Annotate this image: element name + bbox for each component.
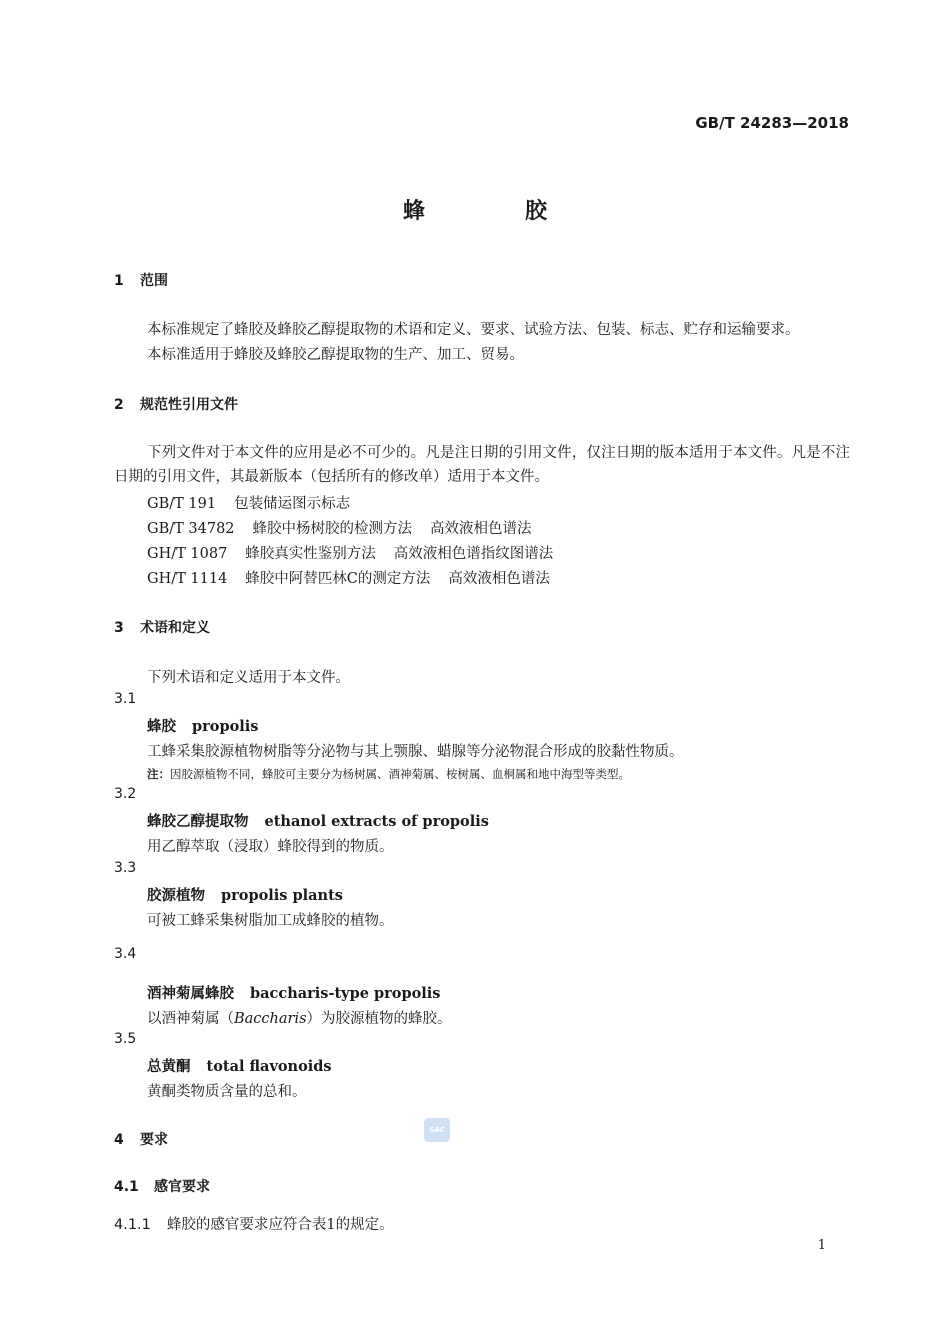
term-entry	[147, 884, 343, 905]
standard-code: GB/T 24283—2018	[695, 114, 849, 132]
reference-method: 高效液相色谱法	[430, 521, 532, 537]
term-cn: 酒神菊属蜂胶	[147, 986, 234, 1002]
reference-title: 蜂胶中阿替匹林C的测定方法	[245, 571, 431, 587]
paragraph: 本标准规定了蜂胶及蜂胶乙醇提取物的术语和定义、要求、试验方法、包装、标志、贮存和运输要求。	[147, 322, 800, 338]
paragraph: 下列术语和定义适用于本文件。	[147, 670, 350, 686]
term-note	[147, 766, 630, 782]
clause-number: 4.1.1	[114, 1217, 151, 1233]
reference-code: GB/T 34782	[147, 521, 235, 537]
clause	[114, 1213, 394, 1234]
section-title: 要求	[140, 1132, 168, 1148]
term-definition: 黄酮类物质含量的总和。	[147, 1084, 307, 1100]
definition-text: ）为胶源植物的蜂胶。	[306, 1011, 452, 1027]
term-number: 3.1	[114, 691, 137, 707]
clause-text: 蜂胶的感官要求应符合表1的规定。	[166, 1217, 394, 1233]
reference-item	[147, 542, 553, 563]
note-text: 因胶源植物不同，蜂胶可主要分为杨树属、酒神菊属、桉树属、血桐属和地中海型等类型。	[170, 767, 630, 781]
reference-title: 包装储运图示标志	[234, 496, 351, 512]
paragraph: 本标准适用于蜂胶及蜂胶乙醇提取物的生产、加工、贸易。	[147, 347, 524, 363]
term-en: total flavonoids	[206, 1058, 332, 1075]
definition-text: 以酒神菊属（	[147, 1011, 234, 1027]
subsection-heading	[114, 1176, 210, 1196]
section-3-heading	[114, 617, 210, 637]
term-en: propolis	[192, 718, 259, 735]
note-label: 注：	[147, 767, 170, 781]
reference-method: 高效液相色谱法	[448, 571, 550, 587]
reference-item	[147, 567, 550, 588]
term-entry	[147, 1055, 332, 1076]
reference-code: GH/T 1114	[147, 571, 228, 587]
title-char-2: 胶	[525, 199, 548, 224]
term-en: propolis plants	[221, 887, 343, 904]
reference-title: 蜂胶真实性鉴别方法	[245, 546, 376, 562]
term-definition: 工蜂采集胶源植物树脂等分泌物与其上颚腺、蜡腺等分泌物混合形成的胶黏性物质。	[147, 744, 684, 760]
term-definition	[147, 1007, 452, 1028]
term-number: 3.2	[114, 786, 137, 802]
title-char-1: 蜂	[402, 199, 425, 224]
document-title	[0, 194, 950, 225]
section-title: 规范性引用文件	[140, 397, 238, 413]
term-definition: 用乙醇萃取（浸取）蜂胶得到的物质。	[147, 839, 394, 855]
section-title: 术语和定义	[140, 620, 210, 636]
latin-genus: Baccharis	[234, 1011, 307, 1027]
section-1-heading	[114, 270, 168, 290]
term-cn: 胶源植物	[147, 888, 205, 904]
term-cn: 蜂胶	[147, 719, 176, 735]
term-cn: 蜂胶乙醇提取物	[147, 814, 249, 830]
section-4-heading	[114, 1129, 168, 1149]
term-number: 3.4	[114, 946, 137, 962]
reference-code: GH/T 1087	[147, 546, 228, 562]
paragraph: 下列文件对于本文件的应用是必不可少的。凡是注日期的引用文件，仅注日期的版本适用于本文件。凡是不注日期的引用文件，其最新版本（包括所有的修改单）适用于本文件。	[114, 445, 850, 485]
section-number: 2	[114, 397, 124, 413]
section-title: 范围	[140, 273, 168, 289]
reference-item	[147, 517, 532, 538]
term-en: ethanol extracts of propolis	[264, 813, 489, 830]
reference-method: 高效液相色谱指纹图谱法	[393, 546, 554, 562]
section-number: 4	[114, 1132, 124, 1148]
section-2-heading	[114, 394, 238, 414]
term-cn: 总黄酮	[147, 1059, 191, 1075]
term-en: baccharis-type propolis	[250, 985, 441, 1002]
section-number: 3	[114, 620, 124, 636]
term-entry	[147, 982, 440, 1003]
subsection-number: 4.1	[114, 1179, 139, 1195]
term-entry	[147, 810, 489, 831]
term-entry	[147, 715, 258, 736]
watermark-logo: SAC	[424, 1118, 450, 1142]
reference-title: 蜂胶中杨树胶的检测方法	[252, 521, 413, 537]
reference-code: GB/T 191	[147, 496, 217, 512]
page-number: 1	[817, 1238, 826, 1253]
section-number: 1	[114, 273, 124, 289]
term-number: 3.5	[114, 1031, 137, 1047]
subsection-title: 感官要求	[154, 1179, 210, 1195]
term-number: 3.3	[114, 860, 137, 876]
reference-item	[147, 492, 350, 513]
term-definition: 可被工蜂采集树脂加工成蜂胶的植物。	[147, 913, 394, 929]
